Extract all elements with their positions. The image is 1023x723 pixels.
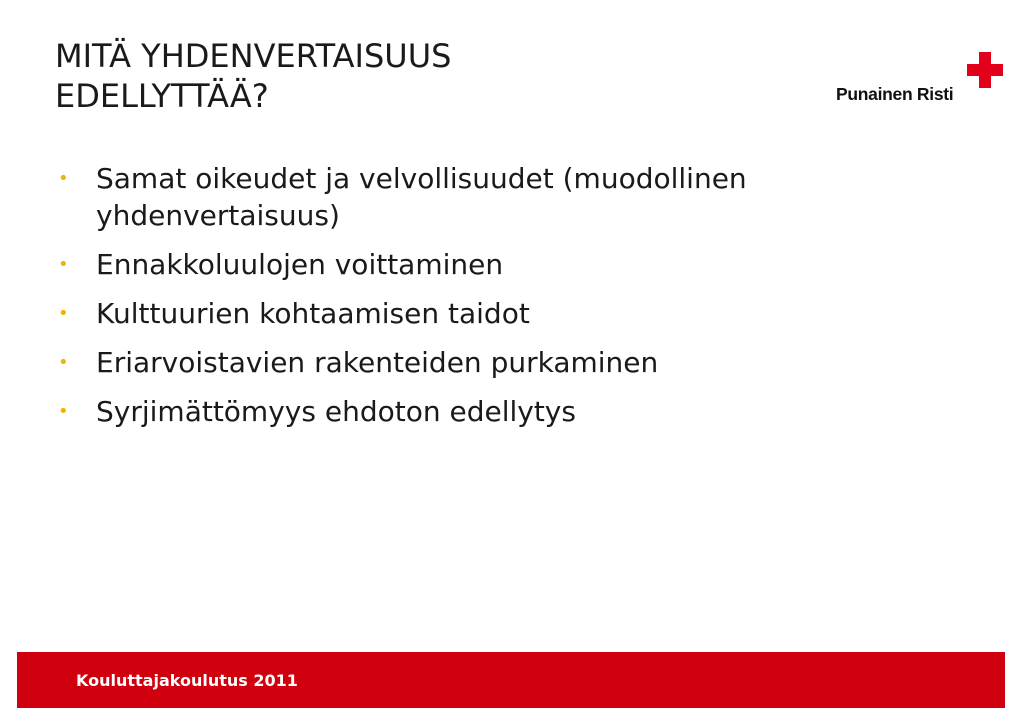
punainen-risti-logo — [836, 52, 1006, 112]
bullet-text-line: Syrjimättömyys ehdoton edellytys — [96, 395, 576, 428]
bullet-marker: • — [58, 303, 69, 324]
footer-bar — [17, 652, 1005, 708]
slide-title-line-2: EDELLYTTÄÄ? — [55, 77, 269, 115]
bullet-text-line: Eriarvoistavien rakenteiden purkaminen — [96, 346, 659, 379]
slide-title-line-1: MITÄ YHDENVERTAISUUS — [55, 37, 452, 75]
bullet-item — [58, 246, 958, 283]
bullet-item — [58, 295, 958, 332]
bullet-item — [58, 393, 958, 430]
bullet-marker: • — [58, 352, 69, 373]
bullet-text-line: Kulttuurien kohtaamisen taidot — [96, 297, 530, 330]
bullet-item — [58, 344, 958, 381]
slide-title — [55, 36, 755, 116]
bullet-marker: • — [58, 254, 69, 275]
red-cross-icon — [967, 52, 1003, 88]
bullet-text-line: Samat oikeudet ja velvollisuudet (muodollinen — [96, 162, 747, 195]
footer-text: Kouluttajakoulutus 2011 — [76, 671, 298, 690]
bullet-marker: • — [58, 168, 69, 189]
bullet-marker: • — [58, 401, 69, 422]
logo-text: Punainen Risti — [836, 84, 954, 104]
bullet-list — [58, 160, 958, 442]
bullet-item — [58, 160, 958, 234]
bullet-text-line: Ennakkoluulojen voittaminen — [96, 248, 504, 281]
bullet-text-line: yhdenvertaisuus) — [96, 199, 340, 232]
